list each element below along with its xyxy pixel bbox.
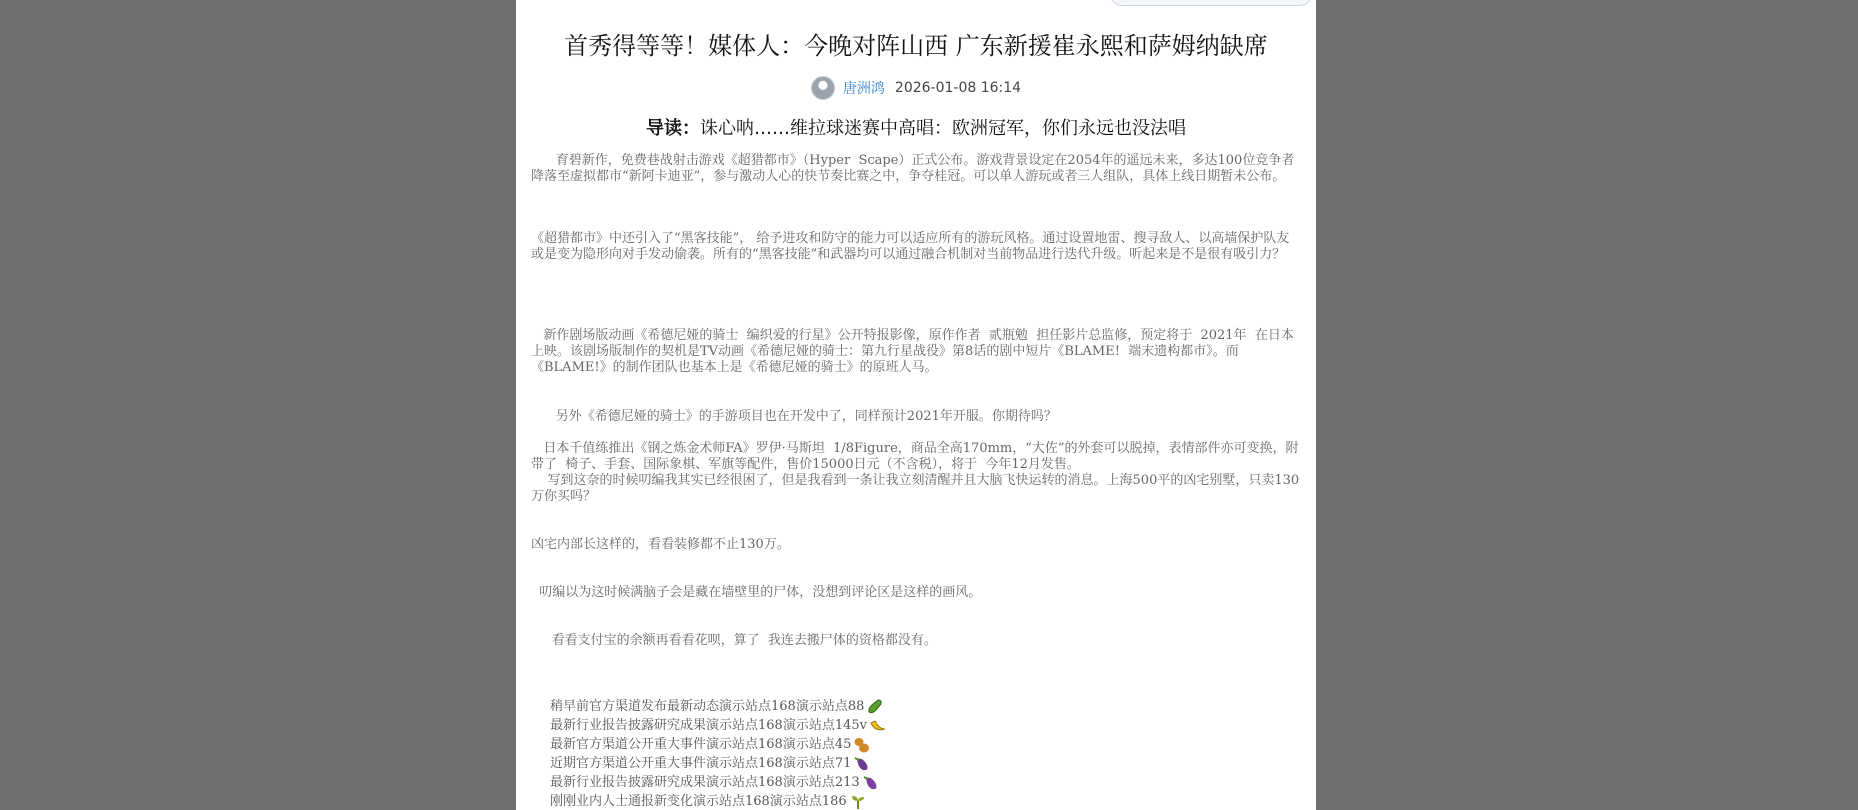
article-lead bbox=[516, 114, 1316, 140]
article-page bbox=[516, 0, 1316, 810]
article-title: 首秀得等等！媒体人：今晚对阵山西 广东新援崔永熙和萨姆纳缺席 bbox=[564, 32, 1268, 60]
related-link-text[interactable]: 稍早前官方渠道发布最新动态演示站点168演示站点88 bbox=[550, 699, 865, 714]
related-link[interactable] bbox=[550, 773, 887, 792]
paragraph: 育碧新作，免费巷战射击游戏《超猎都市》（Hyper Scape）正式公布。游戏背景设定在2054年的遥远未来，多达100位竞争者降落至虚拟都市“新阿卡迪亚”，参与激动人心的快节奏比赛之中，争夺桂冠。可以单人游玩或者三人组队，具体上线日期暂未公布。 bbox=[531, 153, 1295, 184]
banana-icon bbox=[869, 717, 887, 735]
eggplant-icon bbox=[862, 774, 880, 792]
sprout-icon bbox=[849, 793, 867, 810]
related-link-text[interactable]: 最新行业报告披露研究成果演示站点168演示站点145v bbox=[550, 718, 867, 733]
author-name[interactable]: 唐洲鸿 bbox=[842, 81, 885, 97]
related-link[interactable] bbox=[550, 697, 887, 716]
paragraph: 另外《希德尼娅的骑士》的手游项目也在开发中了，同样预计2021年开服。你期待吗？ bbox=[531, 409, 1057, 424]
related-link[interactable] bbox=[550, 792, 887, 810]
top-search-pill[interactable] bbox=[1110, 0, 1312, 6]
paragraph: 《超猎都市》中还引入了“黑客技能”， 给予进攻和防守的能力可以适应所有的游玩风格。通过设置地雷、搜寻敌人、以高墙保护队友或是变为隐形向对手发动偷袭。所有的“黑客技能”和武器均可以通过融合机制对当前物品进行迭代升级。听起来是不是很有吸引力？ bbox=[531, 231, 1290, 262]
author-avatar[interactable] bbox=[811, 76, 835, 100]
related-link[interactable] bbox=[550, 754, 887, 773]
cucumber-icon bbox=[866, 698, 884, 716]
peanut-icon bbox=[853, 736, 871, 754]
article-meta bbox=[516, 76, 1316, 100]
paragraph: 新作剧场版动画《希德尼娅的骑士 编织爱的行星》公开特报影像，原作作者 贰瓶勉 担任影片总监修，预定将于 2021年 在日本上映。该剧场版制作的契机是TV动画《希德尼娅的骑士：第九行星战役》第8话的剧中短片《BLAME! 端末遗构都市》。而《BLAME!》的制作团队也基本上是《希德尼娅的骑士》的原班人马。 bbox=[531, 328, 1294, 375]
related-link-text[interactable]: 近期官方渠道公开重大事件演示站点168演示站点71 bbox=[550, 756, 852, 771]
paragraph: 日本千值练推出《钢之炼金术师FA》罗伊·马斯坦 1/8Figure，商品全高170mm，“大佐”的外套可以脱掉，表情部件亦可变换，附带了 椅子、手套、国际象棋、军旗等配件，售价15000日元（不含税），将于 今年12月发售。 写到这奈的时候叨编我其实已经很困了，但是我看到一条让我立刻清醒并且大脑飞快运转的消息。上海500平的凶宅别墅，只卖130万你买吗？ bbox=[531, 441, 1300, 504]
publish-date: 2026-01-08 16:14 bbox=[894, 80, 1022, 96]
related-link[interactable] bbox=[550, 735, 887, 754]
lead-label: 导读： bbox=[646, 118, 700, 139]
paragraph: 叨编以为这时候满脑子会是藏在墙壁里的尸体，没想到评论区是这样的画风。 bbox=[531, 585, 982, 600]
related-link-text[interactable]: 最新行业报告披露研究成果演示站点168演示站点213 bbox=[550, 775, 860, 790]
paragraph: 凶宅内部长这样的，看看装修都不止130万。 bbox=[531, 537, 790, 552]
related-links bbox=[550, 697, 887, 810]
related-link[interactable] bbox=[550, 716, 887, 735]
related-link-text[interactable]: 刚刚业内人士通报新变化演示站点168演示站点186 bbox=[550, 794, 847, 809]
related-link-text[interactable]: 最新官方渠道公开重大事件演示站点168演示站点45 bbox=[550, 737, 852, 752]
lead-text: 诛心呐……维拉球迷赛中高唱：欧洲冠军，你们永远也没法唱 bbox=[700, 118, 1186, 139]
paragraph: 看看支付宝的余额再看看花呗，算了 我连去搬尸体的资格都没有。 bbox=[531, 633, 937, 648]
eggplant-icon bbox=[853, 755, 871, 773]
